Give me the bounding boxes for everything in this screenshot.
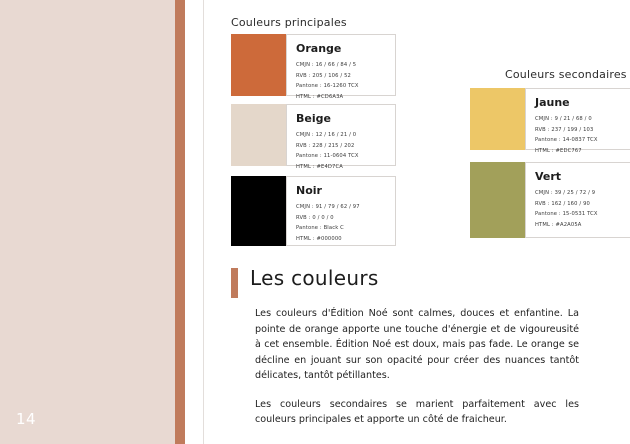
color-chip-vert bbox=[470, 162, 525, 238]
heading-couleurs-principales: Couleurs principales bbox=[231, 16, 347, 29]
color-chip-beige bbox=[231, 104, 286, 166]
left-decorative-panel bbox=[0, 0, 185, 444]
color-spec-cmjn-beige: CMJN : 12 / 16 / 21 / 0 bbox=[296, 132, 357, 138]
article-paragraph-1: Les couleurs d'Édition Noé sont calmes, douces et enfantine. La pointe de orange apporte une touche d'énergie et de vigoureusité à cet ensemble. Édition Noé est doux, mais pas fade. Le orange se décline en jouant sur son opacité pour créer des nuances tantôt délicates, tantôt pétillantes. bbox=[255, 308, 579, 382]
color-name-jaune: Jaune bbox=[535, 96, 570, 109]
color-chip-noir bbox=[231, 176, 286, 246]
article-accent-bar bbox=[231, 268, 238, 298]
swatch-row-beige bbox=[231, 104, 396, 170]
color-card-noir bbox=[286, 176, 396, 246]
color-card-vert bbox=[525, 162, 630, 238]
swatch-row-jaune bbox=[470, 88, 630, 154]
swatch-row-vert bbox=[470, 162, 630, 238]
color-spec-pantone-vert: Pantone : 15-0531 TCX bbox=[535, 211, 598, 218]
color-spec-rvb-beige: RVB : 228 / 215 / 202 bbox=[296, 142, 355, 149]
heading-couleurs-secondaires: Couleurs secondaires bbox=[505, 68, 627, 81]
color-spec-cmjn-orange: CMJN : 16 / 66 / 84 / 5 bbox=[296, 62, 357, 68]
color-spec-cmjn-vert: CMJN : 39 / 25 / 72 / 9 bbox=[535, 190, 596, 196]
color-chip-orange bbox=[231, 34, 286, 96]
color-card-jaune bbox=[525, 88, 630, 154]
color-chip-jaune bbox=[470, 88, 525, 150]
color-spec-html-orange: HTML : #CD6A3A bbox=[296, 93, 344, 100]
color-name-noir: Noir bbox=[296, 184, 322, 197]
color-card-beige bbox=[286, 104, 396, 170]
article-paragraph-2: Les couleurs secondaires se marient parfaitement avec les couleurs principales et apporte un côté de fraicheur. bbox=[255, 398, 579, 426]
color-spec-html-vert: HTML : #A2A05A bbox=[535, 221, 582, 228]
color-spec-rvb-orange: RVB : 205 / 106 / 52 bbox=[296, 72, 351, 79]
color-spec-pantone-noir: Pantone : Black C bbox=[296, 225, 344, 232]
swatch-row-orange bbox=[231, 34, 396, 100]
left-panel-inner bbox=[0, 0, 175, 444]
color-spec-cmjn-jaune: CMJN : 9 / 21 / 68 / 0 bbox=[535, 116, 592, 122]
page-number: 14 bbox=[16, 410, 37, 428]
color-spec-rvb-jaune: RVB : 237 / 199 / 103 bbox=[535, 126, 594, 133]
color-name-orange: Orange bbox=[296, 42, 342, 55]
swatch-row-noir bbox=[231, 176, 396, 246]
color-name-vert: Vert bbox=[535, 170, 562, 183]
color-spec-pantone-beige: Pantone : 11-0604 TCX bbox=[296, 153, 359, 160]
panel-divider bbox=[203, 0, 204, 444]
color-card-orange bbox=[286, 34, 396, 100]
color-spec-cmjn-noir: CMJN : 91 / 79 / 62 / 97 bbox=[296, 204, 360, 210]
color-spec-pantone-orange: Pantone : 16-1260 TCX bbox=[296, 83, 359, 90]
color-spec-pantone-jaune: Pantone : 14-0837 TCX bbox=[535, 137, 598, 144]
article-title: Les couleurs bbox=[250, 266, 379, 290]
color-spec-rvb-vert: RVB : 162 / 160 / 90 bbox=[535, 200, 590, 207]
color-spec-html-noir: HTML : #000000 bbox=[296, 235, 342, 242]
color-name-beige: Beige bbox=[296, 112, 331, 125]
color-spec-rvb-noir: RVB : 0 / 0 / 0 bbox=[296, 214, 334, 221]
article-body bbox=[255, 306, 579, 428]
color-spec-html-beige: HTML : #E4D7CA bbox=[296, 163, 343, 170]
color-spec-html-jaune: HTML : #EDC767 bbox=[535, 147, 582, 154]
